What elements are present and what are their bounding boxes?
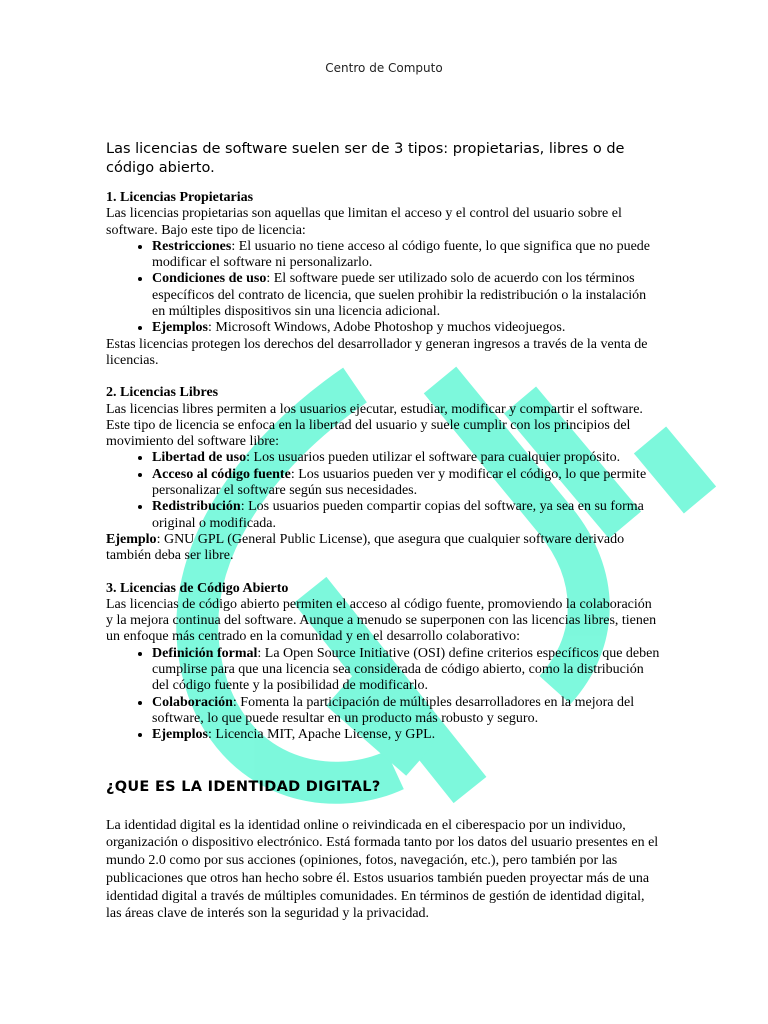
section-description: Las licencias libres permiten a los usuarios ejecutar, estudiar, modificar y compartir el software. Este tipo de licencia se enfoca en la libertad del usuario y suele cumplir con los principios del movimiento del software libre:	[106, 401, 643, 450]
section-propietarias	[106, 190, 662, 369]
section-title: 3. Licencias de Código Abierto	[106, 580, 289, 596]
section-closing: Estas licencias protegen los derechos del desarrollador y generan ingresos a través de la venta de licencias.	[106, 336, 648, 368]
section-closing	[106, 532, 662, 565]
list-item	[152, 467, 662, 500]
list-item	[152, 271, 662, 320]
list-item	[152, 727, 662, 743]
document-body	[106, 140, 662, 923]
item-text: : Los usuarios pueden ver y modificar el código, lo que permite personalizar el software según sus necesidades.	[152, 466, 647, 499]
item-term: Redistribución	[152, 499, 241, 515]
item-term: Ejemplos	[152, 320, 208, 336]
section-description: Las licencias propietarias son aquellas que limitan el acceso y el control del usuario sobre el software. Bajo este tipo de licencia:	[106, 206, 622, 238]
identity-heading: ¿QUE ES LA IDENTIDAD DIGITAL?	[106, 778, 381, 795]
item-term: Condiciones de uso	[152, 271, 267, 287]
list-item	[152, 695, 662, 728]
identity-paragraph: La identidad digital es la identidad online o reivindicada en el ciberespacio por un individuo, organización o dispositivo electrónico. Está formada tanto por los datos del usuario presentes en el mundo 2.0 como por sus acciones (opiniones, fotos, navegación, etc.), pero también por las publicaciones que otros han hecho sobre él. Estos usuarios también pueden proyectar más de una identidad digital a través de múltiples comunidades. En términos de gestión de identidad digital, las áreas clave de interés son la seguridad y la privacidad.	[106, 817, 659, 922]
item-term: Libertad de uso	[152, 450, 247, 466]
section-title: 1. Licencias Propietarias	[106, 190, 254, 205]
section-title: 2. Licencias Libres	[106, 385, 219, 401]
item-term: Ejemplos	[152, 727, 208, 743]
closing-text: : GNU GPL (General Public License), que asegura que cualquier software derivado también deba ser libre.	[106, 531, 625, 564]
item-term: Restricciones	[152, 238, 232, 254]
closing-term: Ejemplo	[106, 531, 157, 547]
intro-paragraph: Las licencias de software suelen ser de 3 tipos: propietarias, libres o de código abierto.	[106, 141, 625, 176]
bullet-list	[106, 450, 662, 531]
bullet-list	[106, 646, 662, 744]
item-text: : Microsoft Windows, Adobe Photoshop y muchos videojuegos.	[208, 320, 566, 336]
section-description: Las licencias de código abierto permiten el acceso al código fuente, promoviendo la colaboración y la mejora continua del software. Aunque a menudo se superponen con las licencias libres, tienen un enfoque más centrado en la comunidad y en el desarrollo colaborativo:	[106, 596, 657, 645]
item-text: : El software puede ser utilizado solo de acuerdo con los términos específicos del contrato de licencia, que suelen prohibir la redistribución o la instalación en múltiples dispositivos sin una licencia adicional.	[152, 271, 647, 320]
item-term: Definición formal	[152, 645, 258, 661]
list-item	[152, 646, 662, 695]
item-text: : Fomenta la participación de múltiples desarrolladores en la mejora del software, lo que puede resultar en un producto más robusto y seguro.	[152, 694, 635, 726]
item-text: : Los usuarios pueden utilizar el software para cualquier propósito.	[246, 450, 621, 466]
list-item	[152, 450, 662, 466]
list-item	[152, 239, 662, 272]
section-codigo-abierto	[106, 581, 662, 744]
item-term: Colaboración	[152, 694, 233, 710]
item-term: Acceso al código fuente	[152, 466, 291, 482]
item-text: : La Open Source Initiative (OSI) define criterios específicos que deben cumplirse para que una licencia sea considerada de código abierto, como la distribución del código fuente y la posibilidad de modificarlo.	[152, 645, 660, 694]
list-item	[152, 499, 662, 532]
document-header-title: Centro de Computo	[325, 61, 443, 75]
section-libres	[106, 385, 662, 564]
item-text: : El usuario no tiene acceso al código fuente, lo que significa que no puede modificar el software ni personalizarlo.	[152, 238, 651, 271]
list-item	[152, 320, 662, 336]
bullet-list	[106, 239, 662, 337]
item-text: : Licencia MIT, Apache License, y GPL.	[208, 727, 436, 743]
item-text: : Los usuarios pueden compartir copias del software, ya sea en su forma original o modificada.	[152, 499, 644, 531]
